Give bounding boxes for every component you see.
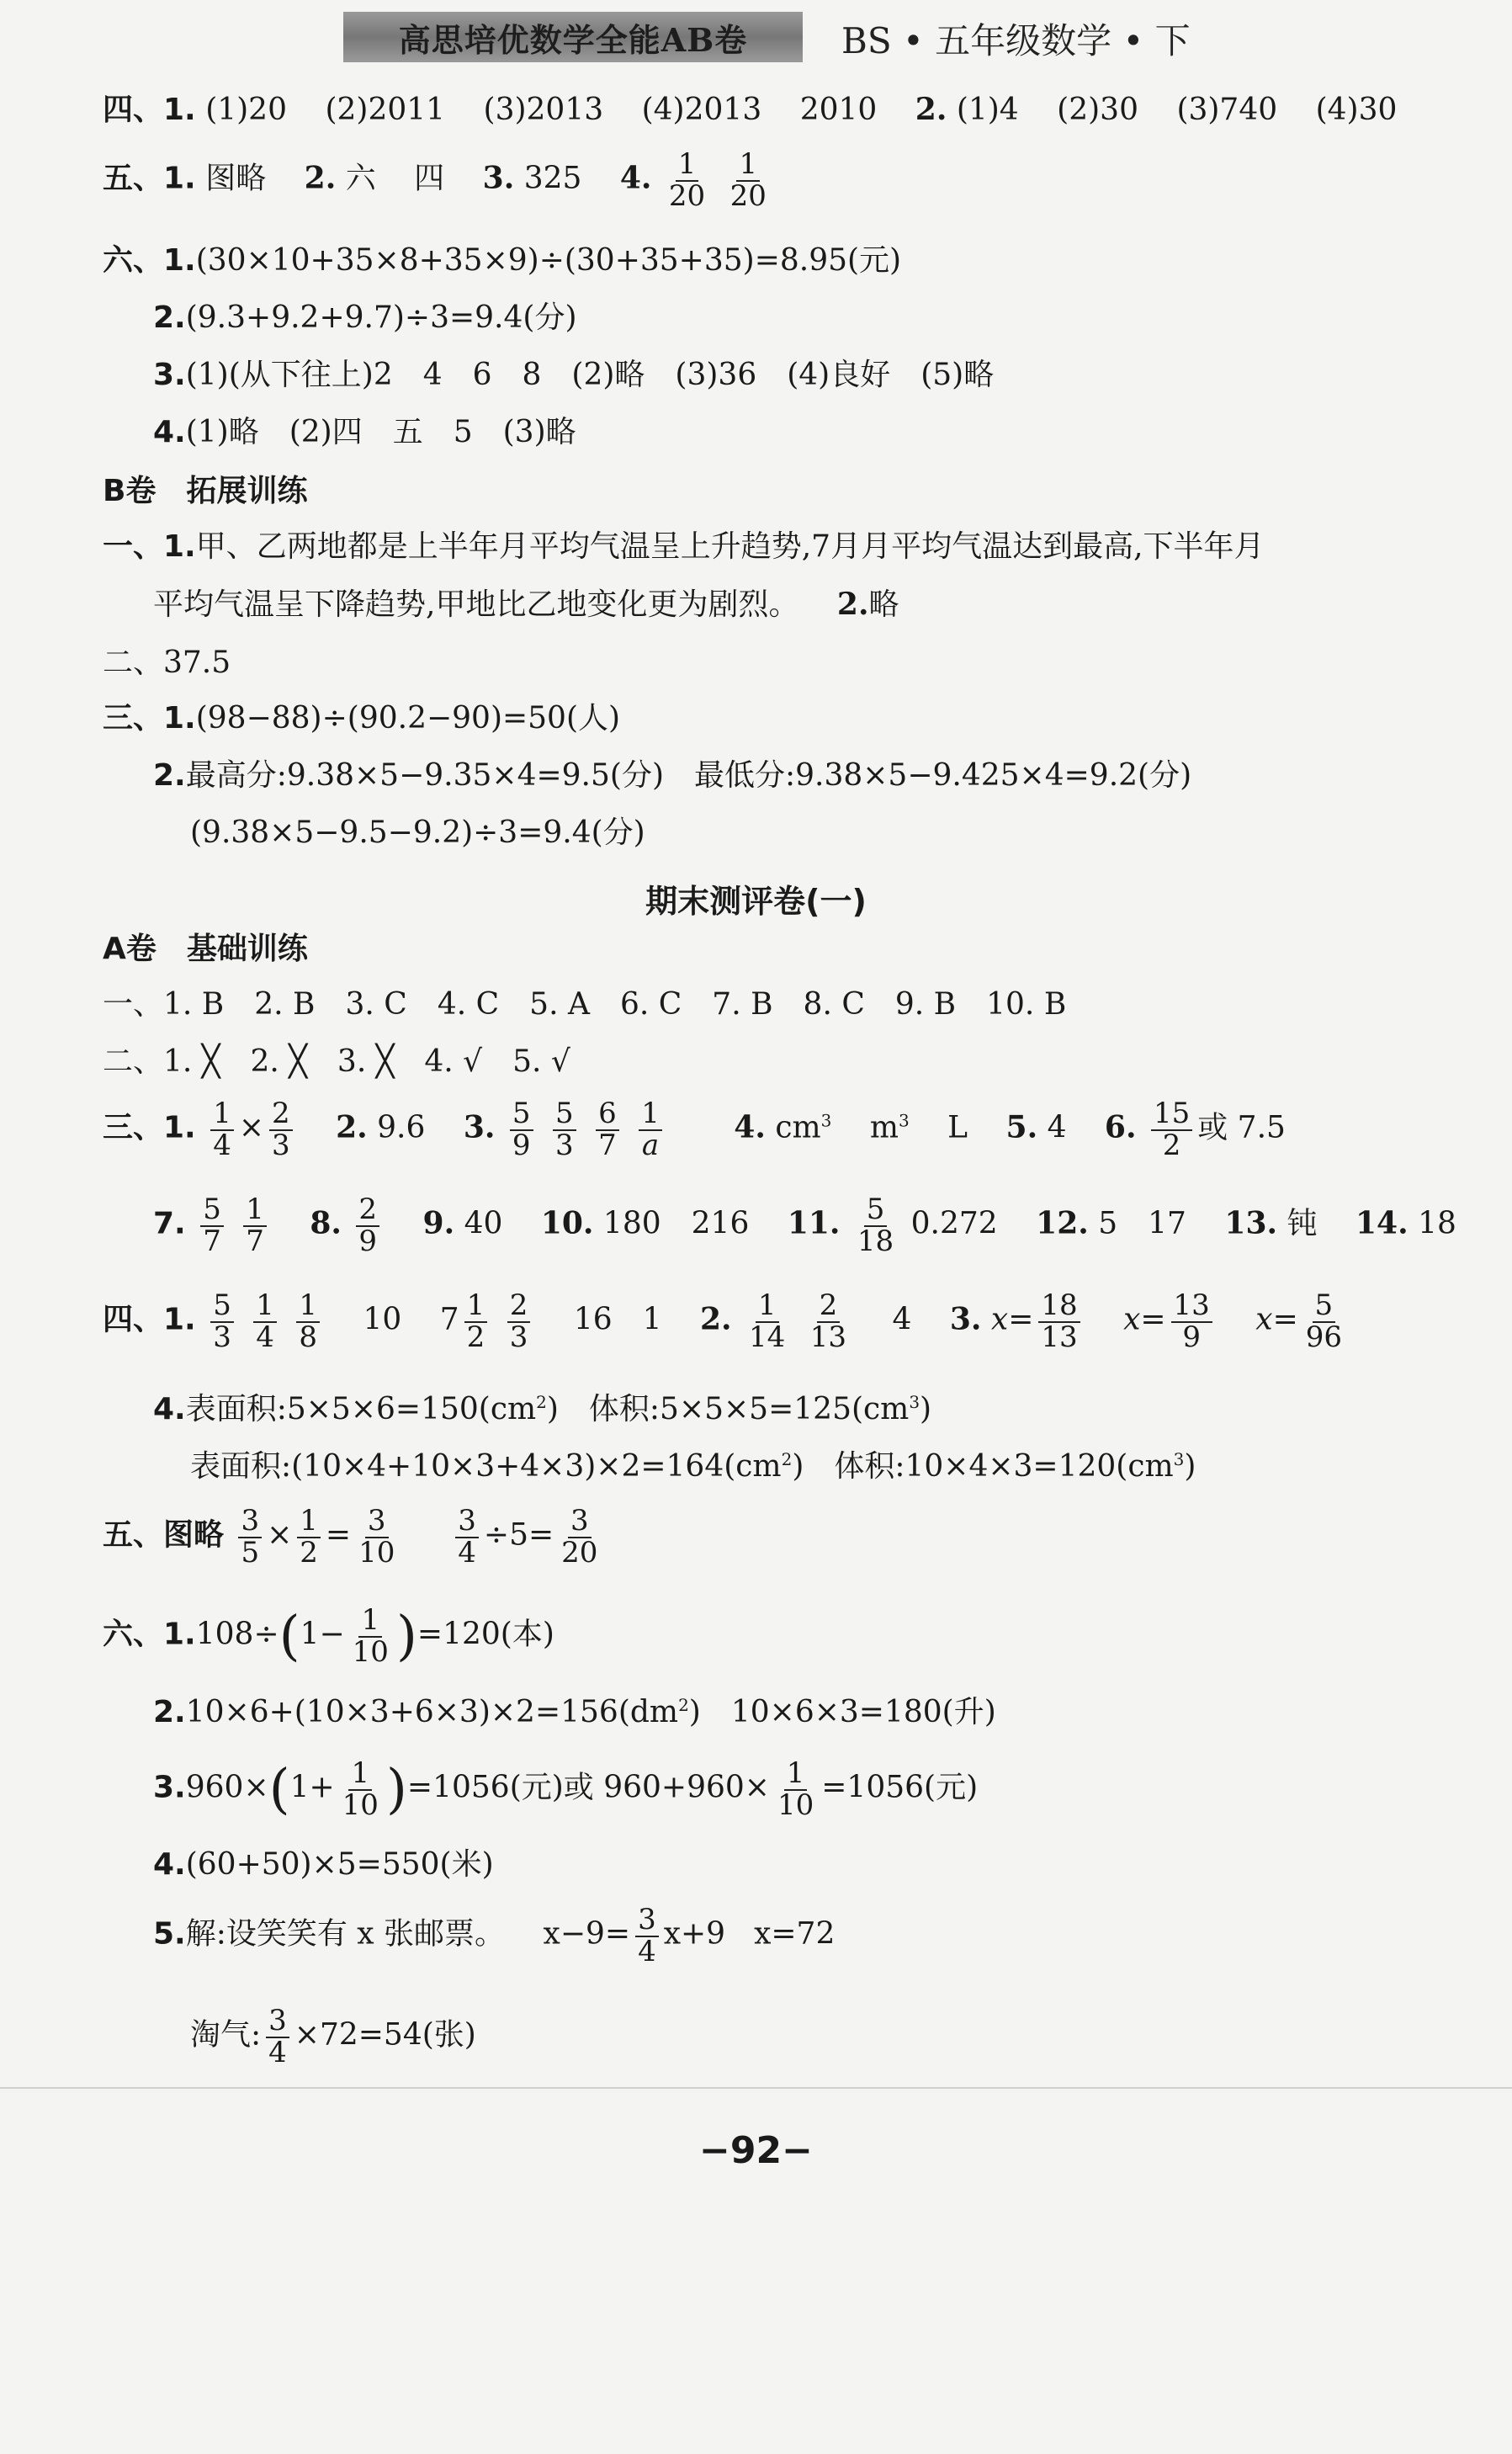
fraction: $\frac{3}{10}$ [358, 1504, 395, 1570]
fraction: $\frac{3}{4}$ [455, 1506, 479, 1568]
answer-line: 三、1. $\frac{1}{4}$ × $\frac{2}{3}$ 2. 9.6 3. $\frac{5}{9}$ $\frac{5}{3}$ $\frac{6}{7}$ $\frac{1}{a}$ 4. $cm^3$ $m^3$ L 5. 4 6. $\frac{15}{2}$ 或 7.5 [103, 1097, 1286, 1162]
fraction: $\frac{1}{20}$ [668, 147, 706, 213]
section-heading: B卷 拓展训练 [103, 474, 308, 508]
fraction: $\frac{1}{2}$ [297, 1506, 321, 1568]
fraction: $\frac{1}{10}$ [352, 1603, 389, 1669]
fraction: $\frac{3}{20}$ [561, 1504, 598, 1570]
fraction: $\frac{2}{3}$ [269, 1099, 293, 1161]
answer-line: 五、图略 $\frac{3}{5}$ × $\frac{1}{2}$ = $\frac{3}{10}$ $\frac{3}{4}$ ÷5= $\frac{3}{20}$ [103, 1506, 605, 1568]
answer-line: 四、1. (1)20 (2)2011 (3)2013 (4)2013 2010 2. (1)4 (2)30 (3)740 (4)30 [103, 92, 1398, 127]
answer-line: 二、1. ╳ 2. ╳ 3. ╳ 4. √ 5. √ [103, 1044, 570, 1079]
answer-line: 五、1. 图略 2. 六 四 3. 325 4. $\frac{1}{20}$ $\frac{1}{20}$ [103, 150, 774, 211]
fraction: $\frac{18}{13}$ [1038, 1291, 1080, 1352]
answer-line: 一、1. B 2. B 3. C 4. C 5. A 6. C 7. B 8. C 9. B 10. B [103, 987, 1067, 1022]
header-banner: 高思培优数学全能AB卷 [343, 12, 803, 62]
answer-line: 六、1.(30×10+35×8+35×9)÷(30+35+35)=8.95(元) [103, 243, 902, 278]
fraction: $\frac{6}{7}$ [596, 1099, 619, 1161]
page-divider [0, 2087, 1512, 2089]
fraction: $\frac{3}{5}$ [238, 1506, 262, 1568]
fraction: $\frac{2}{9}$ [356, 1195, 379, 1256]
answer-line: $2.10\times 6+(10\times 3+6\times 3)\times 2=156(dm^2)$ 10×6×3=180(升) [153, 1695, 996, 1729]
fraction: $\frac{1}{20}$ [729, 147, 767, 213]
answer-line: 平均气温呈下降趋势,甲地比乙地变化更为剧烈。 2.略 [153, 587, 899, 622]
fraction: $\frac{13}{9}$ [1171, 1291, 1212, 1352]
fraction: $\frac{1}{10}$ [777, 1756, 814, 1822]
answer-line: (9.38×5−9.5−9.2)÷3=9.4(分) [190, 815, 645, 850]
answer-line: 2.最高分:9.38×5−9.35×4=9.5(分) 最低分:9.38×5−9.425×4=9.2(分) [153, 758, 1192, 793]
fraction: $\frac{2}{3}$ [507, 1291, 531, 1352]
fraction: $\frac{1}{4}$ [210, 1099, 234, 1161]
section-heading: A卷 基础训练 [103, 932, 308, 966]
answer-line: 4.(1)略 (2)四 五 5 (3)略 [153, 415, 576, 449]
fraction: $\frac{1}{a}$ [639, 1099, 662, 1161]
fraction: $\frac{15}{2}$ [1151, 1099, 1192, 1161]
answer-line: 六、1.108÷(1− $\frac{1}{10}$ )=120(本) [103, 1603, 554, 1669]
answer-line: 淘气: $\frac{3}{4}$ ×72=54(张) [190, 2004, 476, 2069]
fraction: $\frac{3}{4}$ [266, 2006, 289, 2068]
fraction: $\frac{5}{18}$ [857, 1192, 894, 1258]
fraction: $\frac{3}{4}$ [635, 1905, 659, 1967]
answer-line: 四、1. $\frac{5}{3}$ $\frac{1}{4}$ $\frac{1}{8}$ 10 7 $\frac{1}{2}$ $\frac{2}{3}$ 16 1 2. $\frac{1}{14}$ $\frac{2}{13}$ 4 3. x= $\frac{18}{13}$ x= $\frac{13}{9}$ x= $\frac{5}{96}$ [103, 1291, 1350, 1352]
answer-line: 2.(9.3+9.2+9.7)÷3=9.4(分) [153, 300, 577, 335]
answer-line: 3.960×(1+ $\frac{1}{10}$ )=1056(元)或 960+960× $\frac{1}{10}$ =1056(元) [153, 1756, 979, 1822]
fraction: $\frac{5}{3}$ [553, 1099, 576, 1161]
answer-line: 二、37.5 [103, 645, 231, 680]
answer-line: 7. $\frac{5}{7}$ $\frac{1}{7}$ 8. $\frac{2}{9}$ 9. 40 10. 180 216 11. $\frac{5}{18}$ 0.272 12. 5 17 13. 钝 14. 18 [153, 1192, 1456, 1258]
answer-line: 表面积$:(10\times 4+10\times 3+4\times 3)\times 2=164(cm^2)$ 体积$:10\times 4\times 3=120(cm^3)$ [190, 1449, 1196, 1484]
page-number: −92− [699, 2129, 813, 2172]
answer-line: 4.(60+50)×5=550(米) [153, 1847, 494, 1882]
fraction: $\frac{5}{9}$ [510, 1099, 533, 1161]
header-subtitle: BS • 五年级数学 • 下 [841, 20, 1191, 61]
answer-line: 3.(1)(从下往上)2 4 6 8 (2)略 (3)36 (4)良好 (5)略 [153, 358, 995, 392]
fraction: $\frac{5}{7}$ [200, 1195, 224, 1256]
fraction: $\frac{1}{7}$ [243, 1195, 267, 1256]
exam-title: 期末测评卷(一) [645, 883, 867, 920]
fraction: $\frac{1}{4}$ [253, 1291, 277, 1352]
answer-line: 5.解:设笑笑有 x 张邮票。 x−9= $\frac{3}{4}$ x+9 x=72 [153, 1903, 836, 1968]
fraction: $\frac{5}{96}$ [1305, 1288, 1342, 1354]
answer-line: 三、1.(98−88)÷(90.2−90)=50(人) [103, 701, 621, 736]
answer-line: 4.表面积$:5\times 5\times 6=150(cm^2)$ 体积$:5\times 5\times 5=125(cm^3)$ [153, 1392, 932, 1426]
fraction: $\frac{1}{14}$ [749, 1288, 786, 1354]
fraction: $\frac{5}{3}$ [210, 1291, 234, 1352]
fraction: $\frac{1}{2}$ [464, 1291, 488, 1352]
fraction: $\frac{2}{13}$ [809, 1288, 847, 1354]
fraction: $\frac{1}{8}$ [296, 1291, 320, 1352]
fraction: $\frac{1}{10}$ [342, 1756, 379, 1822]
answer-line: 一、1.甲、乙两地都是上半年月平均气温呈上升趋势,7月月平均气温达到最高,下半年月 [103, 529, 1265, 564]
